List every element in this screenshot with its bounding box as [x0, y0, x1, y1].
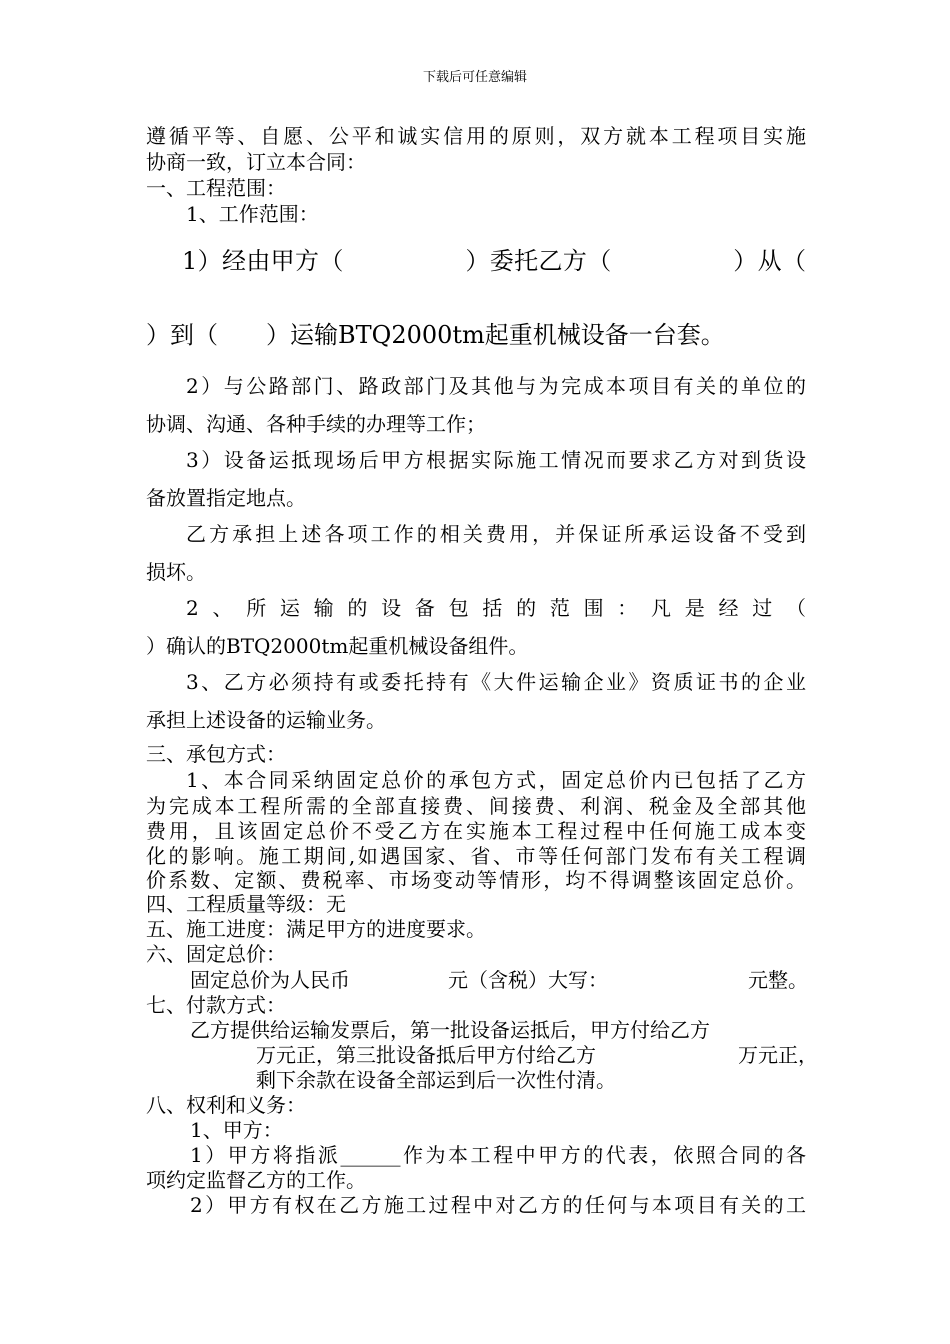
section-heading: 四、工程质量等级：无 — [146, 892, 346, 916]
paragraph-line: 剩下余款在设备全部运到后一次性付清。 — [256, 1068, 616, 1092]
paragraph-line: 协商一致，订立本合同： — [146, 150, 366, 174]
paragraph-line: 3、乙方必须持有或委托持有《大件运输企业》资质证书的企业 — [186, 670, 806, 694]
paragraph-line: 万元正， — [738, 1043, 818, 1067]
paragraph-line: ）确认的BTQ2000tm起重机械设备组件。 — [146, 634, 529, 658]
paragraph-line: 协调、沟通、各种手续的办理等工作； — [146, 412, 486, 436]
section-heading: 八、权利和义务： — [146, 1093, 306, 1117]
section-heading: 一、工程范围： — [146, 176, 286, 200]
paragraph-line: 2、所运输的设备包括的范围：凡是经过（ — [186, 596, 806, 620]
paragraph-line: 价系数、定额、费税率、市场变动等情形，均不得调整该固定总价。 — [146, 868, 806, 892]
price-suffix: 元整。 — [748, 968, 808, 992]
paragraph-line: 乙方提供给运输发票后，第一批设备运抵后，甲方付给乙方 — [190, 1018, 710, 1042]
paragraph-line: 3）设备运抵现场后甲方根据实际施工情况而要求乙方对到货设 — [186, 448, 806, 472]
section-heading: 五、施工进度：满足甲方的进度要求。 — [146, 917, 486, 941]
paragraph-line: 化的影响。施工期间,如遇国家、省、市等任何部门发布有关工程调 — [146, 844, 806, 868]
paragraph-line: 乙方承担上述各项工作的相关费用，并保证所承运设备不受到 — [186, 522, 806, 546]
section-heading: 七、付款方式： — [146, 993, 286, 1017]
paragraph-line: 损坏。 — [146, 560, 206, 584]
price-tax-label: 元（含税）大写： — [448, 968, 608, 992]
price-label: 固定总价为人民币 — [190, 968, 350, 992]
paragraph-line: 2）与公路部门、路政部门及其他与为完成本项目有关的单位的 — [186, 374, 806, 398]
subsection-heading: 1、甲方： — [190, 1118, 283, 1142]
paragraph-line: 1）经由甲方（ ）委托乙方（ ）从（ — [182, 247, 806, 275]
paragraph-line: 费用，且该固定总价不受乙方在实施本工程过程中任何施工成本变 — [146, 819, 806, 843]
paragraph-line: 备放置指定地点。 — [146, 486, 306, 510]
page-header: 下载后可任意编辑 — [422, 70, 527, 85]
paragraph-line: 遵循平等、自愿、公平和诚实信用的原则，双方就本工程项目实施 — [146, 124, 806, 148]
paragraph-line: ）到（ ）运输BTQ2000tm起重机械设备一台套。 — [146, 321, 725, 349]
section-heading: 六、固定总价： — [146, 942, 286, 966]
paragraph-line: 1）甲方将指派______作为本工程中甲方的代表，依照合同的各 — [190, 1143, 806, 1167]
paragraph-line: 2）甲方有权在乙方施工过程中对乙方的任何与本项目有关的工 — [190, 1193, 806, 1217]
paragraph-line: 项约定监督乙方的工作。 — [146, 1168, 366, 1192]
paragraph-line: 万元正，第三批设备抵后甲方付给乙方 — [256, 1043, 596, 1067]
paragraph-line: 为完成本工程所需的全部直接费、间接费、利润、税金及全部其他 — [146, 794, 806, 818]
subsection-heading: 1、工作范围： — [186, 202, 319, 226]
paragraph-line: 1、本合同采纳固定总价的承包方式，固定总价内已包括了乙方 — [186, 768, 806, 792]
section-heading: 三、承包方式： — [146, 742, 286, 766]
paragraph-line: 承担上述设备的运输业务。 — [146, 708, 386, 732]
